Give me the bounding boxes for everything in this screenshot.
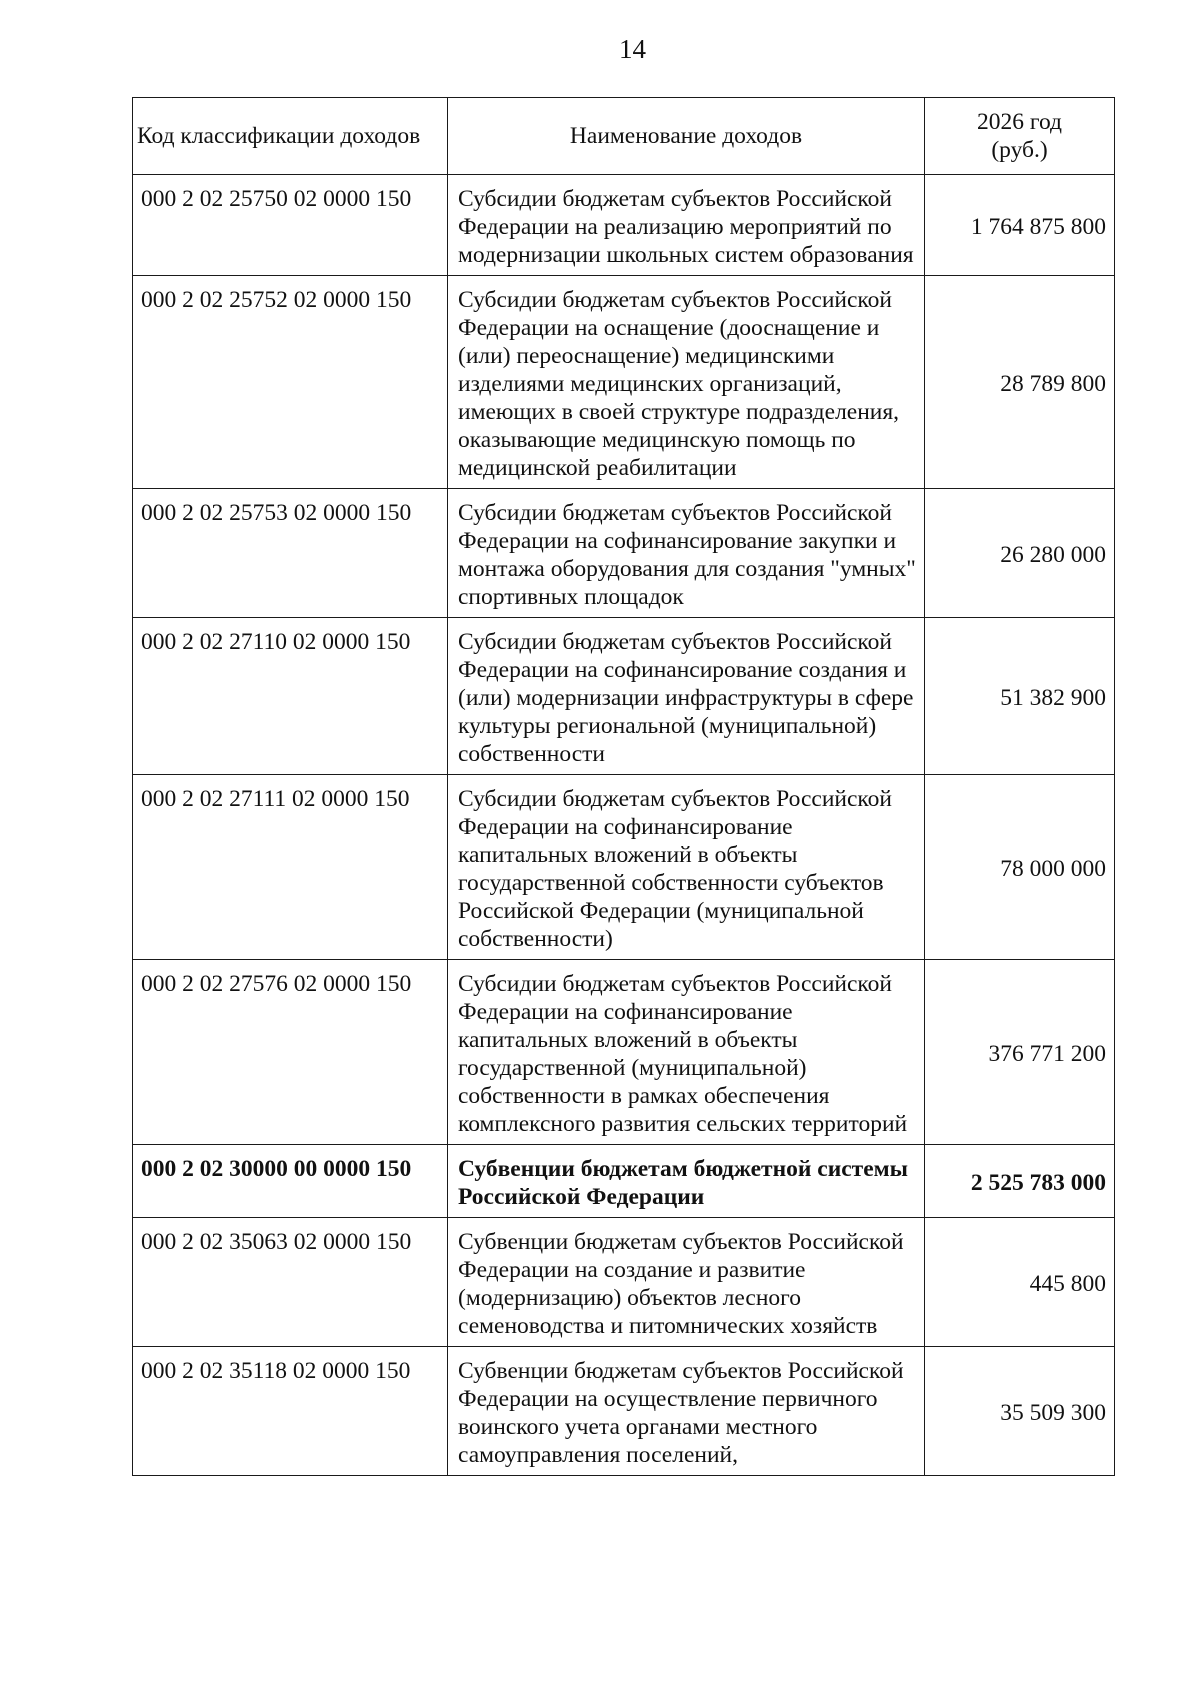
row-name: Субсидии бюджетам субъектов Российской Федерации на софинансирование капитальных вложений в объекты государственной (муниципальной) собственности в рамках обеспечения комплексного развития сельских территорий: [448, 960, 925, 1145]
row-amount: 51 382 900: [925, 618, 1115, 775]
table-row: [133, 618, 1115, 775]
row-name: Субвенции бюджетам субъектов Российской Федерации на создание и развитие (модернизацию) объектов лесного семеноводства и питомнических хозяйств: [448, 1218, 925, 1347]
row-code: 000 2 02 30000 00 0000 150: [133, 1145, 448, 1218]
table-row-subtotal: [133, 1145, 1115, 1218]
table-row: [133, 775, 1115, 960]
row-name: Субсидии бюджетам субъектов Российской Федерации на софинансирование создания и (или) модернизации инфраструктуры в сфере культуры региональной (муниципальной) собственности: [448, 618, 925, 775]
row-name: Субсидии бюджетам субъектов Российской Федерации на оснащение (дооснащение и (или) переоснащение) медицинскими изделиями медицинских организаций, имеющих в своей структуре подразделения, оказывающие медицинскую помощь по медицинской реабилитации: [448, 276, 925, 489]
row-code: 000 2 02 27110 02 0000 150: [133, 618, 448, 775]
table-row: [133, 1347, 1115, 1476]
row-amount: 2 525 783 000: [925, 1145, 1115, 1218]
row-code: 000 2 02 25753 02 0000 150: [133, 489, 448, 618]
row-name: Субсидии бюджетам субъектов Российской Федерации на софинансирование закупки и монтажа оборудования для создания "умных" спортивных площадок: [448, 489, 925, 618]
revenue-table: [132, 97, 1115, 1476]
table-row: [133, 1218, 1115, 1347]
row-amount: 376 771 200: [925, 960, 1115, 1145]
row-name: Субвенции бюджетам субъектов Российской Федерации на осуществление первичного воинского учета органами местного самоуправления поселений,: [448, 1347, 925, 1476]
row-code: 000 2 02 27576 02 0000 150: [133, 960, 448, 1145]
table-row: [133, 276, 1115, 489]
row-code: 000 2 02 25750 02 0000 150: [133, 175, 448, 276]
table-row: [133, 960, 1115, 1145]
row-amount: 35 509 300: [925, 1347, 1115, 1476]
row-code: 000 2 02 27111 02 0000 150: [133, 775, 448, 960]
row-code: 000 2 02 35063 02 0000 150: [133, 1218, 448, 1347]
table-row: [133, 489, 1115, 618]
header-amount: [925, 98, 1115, 175]
header-amount-year: 2026 год: [977, 109, 1062, 135]
row-name: Субвенции бюджетам бюджетной системы Российской Федерации: [448, 1145, 925, 1218]
row-name: Субсидии бюджетам субъектов Российской Федерации на софинансирование капитальных вложений в объекты государственной собственности субъектов Российской Федерации (муниципальной собственности): [448, 775, 925, 960]
row-code: 000 2 02 25752 02 0000 150: [133, 276, 448, 489]
row-code: 000 2 02 35118 02 0000 150: [133, 1347, 448, 1476]
row-name: Субсидии бюджетам субъектов Российской Федерации на реализацию мероприятий по модернизации школьных систем образования: [448, 175, 925, 276]
row-amount: 1 764 875 800: [925, 175, 1115, 276]
header-amount-unit: (руб.): [991, 137, 1048, 163]
row-amount: 78 000 000: [925, 775, 1115, 960]
header-name: Наименование доходов: [448, 98, 925, 175]
row-amount: 26 280 000: [925, 489, 1115, 618]
table-row: [133, 175, 1115, 276]
row-amount: 445 800: [925, 1218, 1115, 1347]
header-code: Код классификации доходов: [133, 98, 448, 175]
table-header-row: [133, 98, 1115, 175]
row-amount: 28 789 800: [925, 276, 1115, 489]
page-number: 14: [619, 34, 646, 64]
